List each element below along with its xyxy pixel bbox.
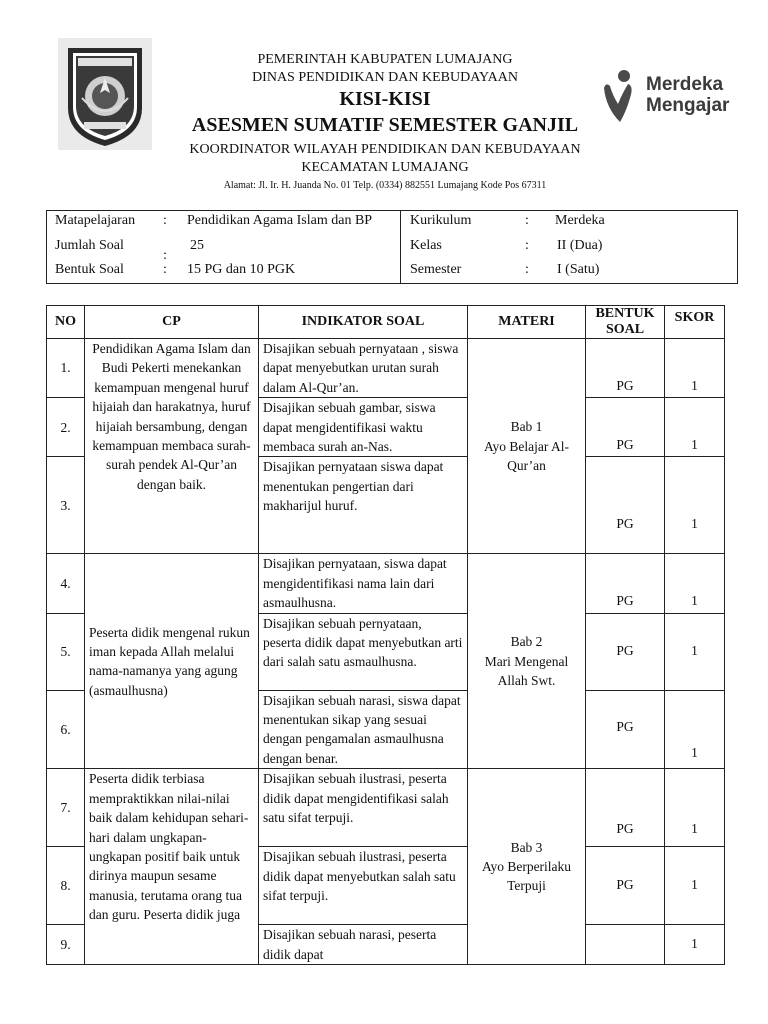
address-line: Alamat: Jl. Ir. H. Juanda No. 01 Telp. (0334) 882551 Lumajang Kode Pos 67311 xyxy=(223,180,547,191)
brand-line-1: Merdeka xyxy=(646,74,724,95)
kisi-kisi-table xyxy=(46,305,725,965)
header-materi: MATERI xyxy=(468,306,586,339)
jumlah-label: Jumlah Soal xyxy=(55,238,124,253)
table-row xyxy=(47,554,725,613)
table-row xyxy=(47,339,725,398)
bentuk-cell: PG xyxy=(586,769,665,847)
kelas-label: Kelas xyxy=(410,238,442,253)
indikator-cell: Disajikan pernyataan, siswa dapat mengidentifikasi nama lain dari asmaulhusna. xyxy=(259,554,468,613)
skor-cell: 1 xyxy=(665,398,725,457)
row-number: 5. xyxy=(47,613,85,690)
department-name: DINAS PENDIDIKAN DAN KEBUDAYAAN xyxy=(252,70,518,85)
header-skor: SKOR xyxy=(665,306,725,339)
row-number: 7. xyxy=(47,769,85,847)
jumlah-value: 25 xyxy=(190,238,204,253)
materi-cell xyxy=(468,554,586,769)
header-cp: CP xyxy=(85,306,259,339)
coordinator-line: KOORDINATOR WILAYAH PENDIDIKAN DAN KEBUDAYAAN xyxy=(189,142,581,157)
bentuk-label: Bentuk Soal xyxy=(55,262,124,277)
cp-cell: Peserta didik terbiasa mempraktikkan nilai-nilai baik dalam kehidupan sehari-hari dalam ungkapan-ungkapan positif baik untuk dirinya maupun sesame manusia, terutama orang tua dan guru. Peserta didik juga xyxy=(85,769,259,965)
skor-cell: 1 xyxy=(665,339,725,398)
bentuk-cell: PG xyxy=(586,690,665,769)
materi-chapter: Bab 1 xyxy=(510,419,543,435)
brand-line-2: Mengajar xyxy=(646,95,730,116)
skor-cell: 1 xyxy=(665,613,725,690)
skor-cell: 1 xyxy=(665,457,725,554)
materi-topic: Ayo Berperilaku Terpuji xyxy=(481,858,572,894)
header-no: NO xyxy=(47,306,85,339)
colon: : xyxy=(163,213,167,228)
indikator-cell: Disajikan sebuah gambar, siswa dapat mengidentifikasi waktu membaca surah an-Nas. xyxy=(259,398,468,457)
semester-label: Semester xyxy=(410,262,462,277)
indikator-cell: Disajikan sebuah ilustrasi, peserta didik dapat mengidentifikasi salah satu sifat terpuji. xyxy=(259,769,468,847)
kelas-value: II (Dua) xyxy=(557,238,603,253)
indikator-cell: Disajikan sebuah pernyataan , siswa dapat menyebutkan urutan surah dalam Al-Qur’an. xyxy=(259,339,468,398)
indikator-cell: Disajikan sebuah ilustrasi, peserta didik dapat menyebutkan salah satu sifat terpuji. xyxy=(259,847,468,925)
materi-chapter: Bab 3 xyxy=(510,839,543,855)
row-number: 3. xyxy=(47,457,85,554)
bentuk-cell: PG xyxy=(586,457,665,554)
skor-cell: 1 xyxy=(665,690,725,769)
colon: : xyxy=(525,262,529,277)
row-number: 2. xyxy=(47,398,85,457)
header-bentuk-line2: SOAL xyxy=(605,322,645,337)
semester-value: I (Satu) xyxy=(557,262,600,277)
materi-chapter: Bab 2 xyxy=(510,634,543,650)
cp-cell: Pendidikan Agama Islam dan Budi Pekerti menekankan kemampuan mengenal huruf hijaiah dan harakatnya, huruf hijaiah bersambung, dengan kemampuan membaca surah-surah pendek Al-Qur’an dengan baik. xyxy=(85,339,259,554)
bentuk-value: 15 PG dan 10 PGK xyxy=(187,262,296,277)
brand-wordmark xyxy=(646,74,729,116)
mapel-label: Matapelajaran xyxy=(55,213,136,228)
kurikulum-label: Kurikulum xyxy=(410,213,472,228)
government-name: PEMERINTAH KABUPATEN LUMAJANG xyxy=(257,52,513,67)
row-number: 8. xyxy=(47,847,85,925)
skor-cell: 1 xyxy=(665,847,725,925)
skor-cell: 1 xyxy=(665,925,725,965)
bentuk-cell: PG xyxy=(586,613,665,690)
materi-topic: Mari Mengenal Allah Swt. xyxy=(484,653,569,689)
indikator-cell: Disajikan sebuah narasi, peserta didik dapat xyxy=(259,925,468,965)
row-number: 4. xyxy=(47,554,85,613)
colon: : xyxy=(525,238,529,253)
bentuk-cell: PG xyxy=(586,339,665,398)
bentuk-cell: PG xyxy=(586,398,665,457)
header-indikator: INDIKATOR SOAL xyxy=(259,306,468,339)
bentuk-cell xyxy=(586,925,665,965)
materi-cell xyxy=(468,339,586,554)
info-divider xyxy=(400,211,401,283)
indikator-cell: Disajikan pernyataan siswa dapat menentukan pengertian dari makharijul huruf. xyxy=(259,457,468,554)
bentuk-cell: PG xyxy=(586,554,665,613)
cp-cell: Peserta didik mengenal rukun iman kepada Allah melalui nama-namanya yang agung (asmaulhusna) xyxy=(85,554,259,769)
skor-cell: 1 xyxy=(665,769,725,847)
document-title: KISI-KISI xyxy=(339,88,431,110)
mapel-value: Pendidikan Agama Islam dan BP xyxy=(187,213,373,228)
subject-info-box xyxy=(46,210,738,284)
indikator-cell: Disajikan sebuah narasi, siswa dapat menentukan sikap yang sesuai dengan pengamalan asmaulhusna dengan benar. xyxy=(259,690,468,769)
row-number: 9. xyxy=(47,925,85,965)
document-subtitle: ASESMEN SUMATIF SEMESTER GANJIL xyxy=(191,114,579,136)
district-line: KECAMATAN LUMAJANG xyxy=(301,160,469,175)
table-header-row xyxy=(47,306,725,339)
colon: : xyxy=(525,213,529,228)
table-row xyxy=(47,769,725,847)
kurikulum-value: Merdeka xyxy=(555,213,605,228)
row-number: 1. xyxy=(47,339,85,398)
materi-topic: Ayo Belajar Al-Qur’an xyxy=(484,438,569,473)
row-number: 6. xyxy=(47,690,85,769)
header-bentuk-line1: BENTUK xyxy=(595,306,655,321)
bentuk-cell: PG xyxy=(586,847,665,925)
colon: : xyxy=(163,248,167,263)
indikator-cell: Disajikan sebuah pernyataan, peserta didik dapat menyebutkan arti dari salah satu asmaulhusna. xyxy=(259,613,468,690)
materi-cell xyxy=(468,769,586,965)
skor-cell: 1 xyxy=(665,554,725,613)
header-bentuk-soal xyxy=(586,306,665,339)
colon: : xyxy=(163,262,167,277)
